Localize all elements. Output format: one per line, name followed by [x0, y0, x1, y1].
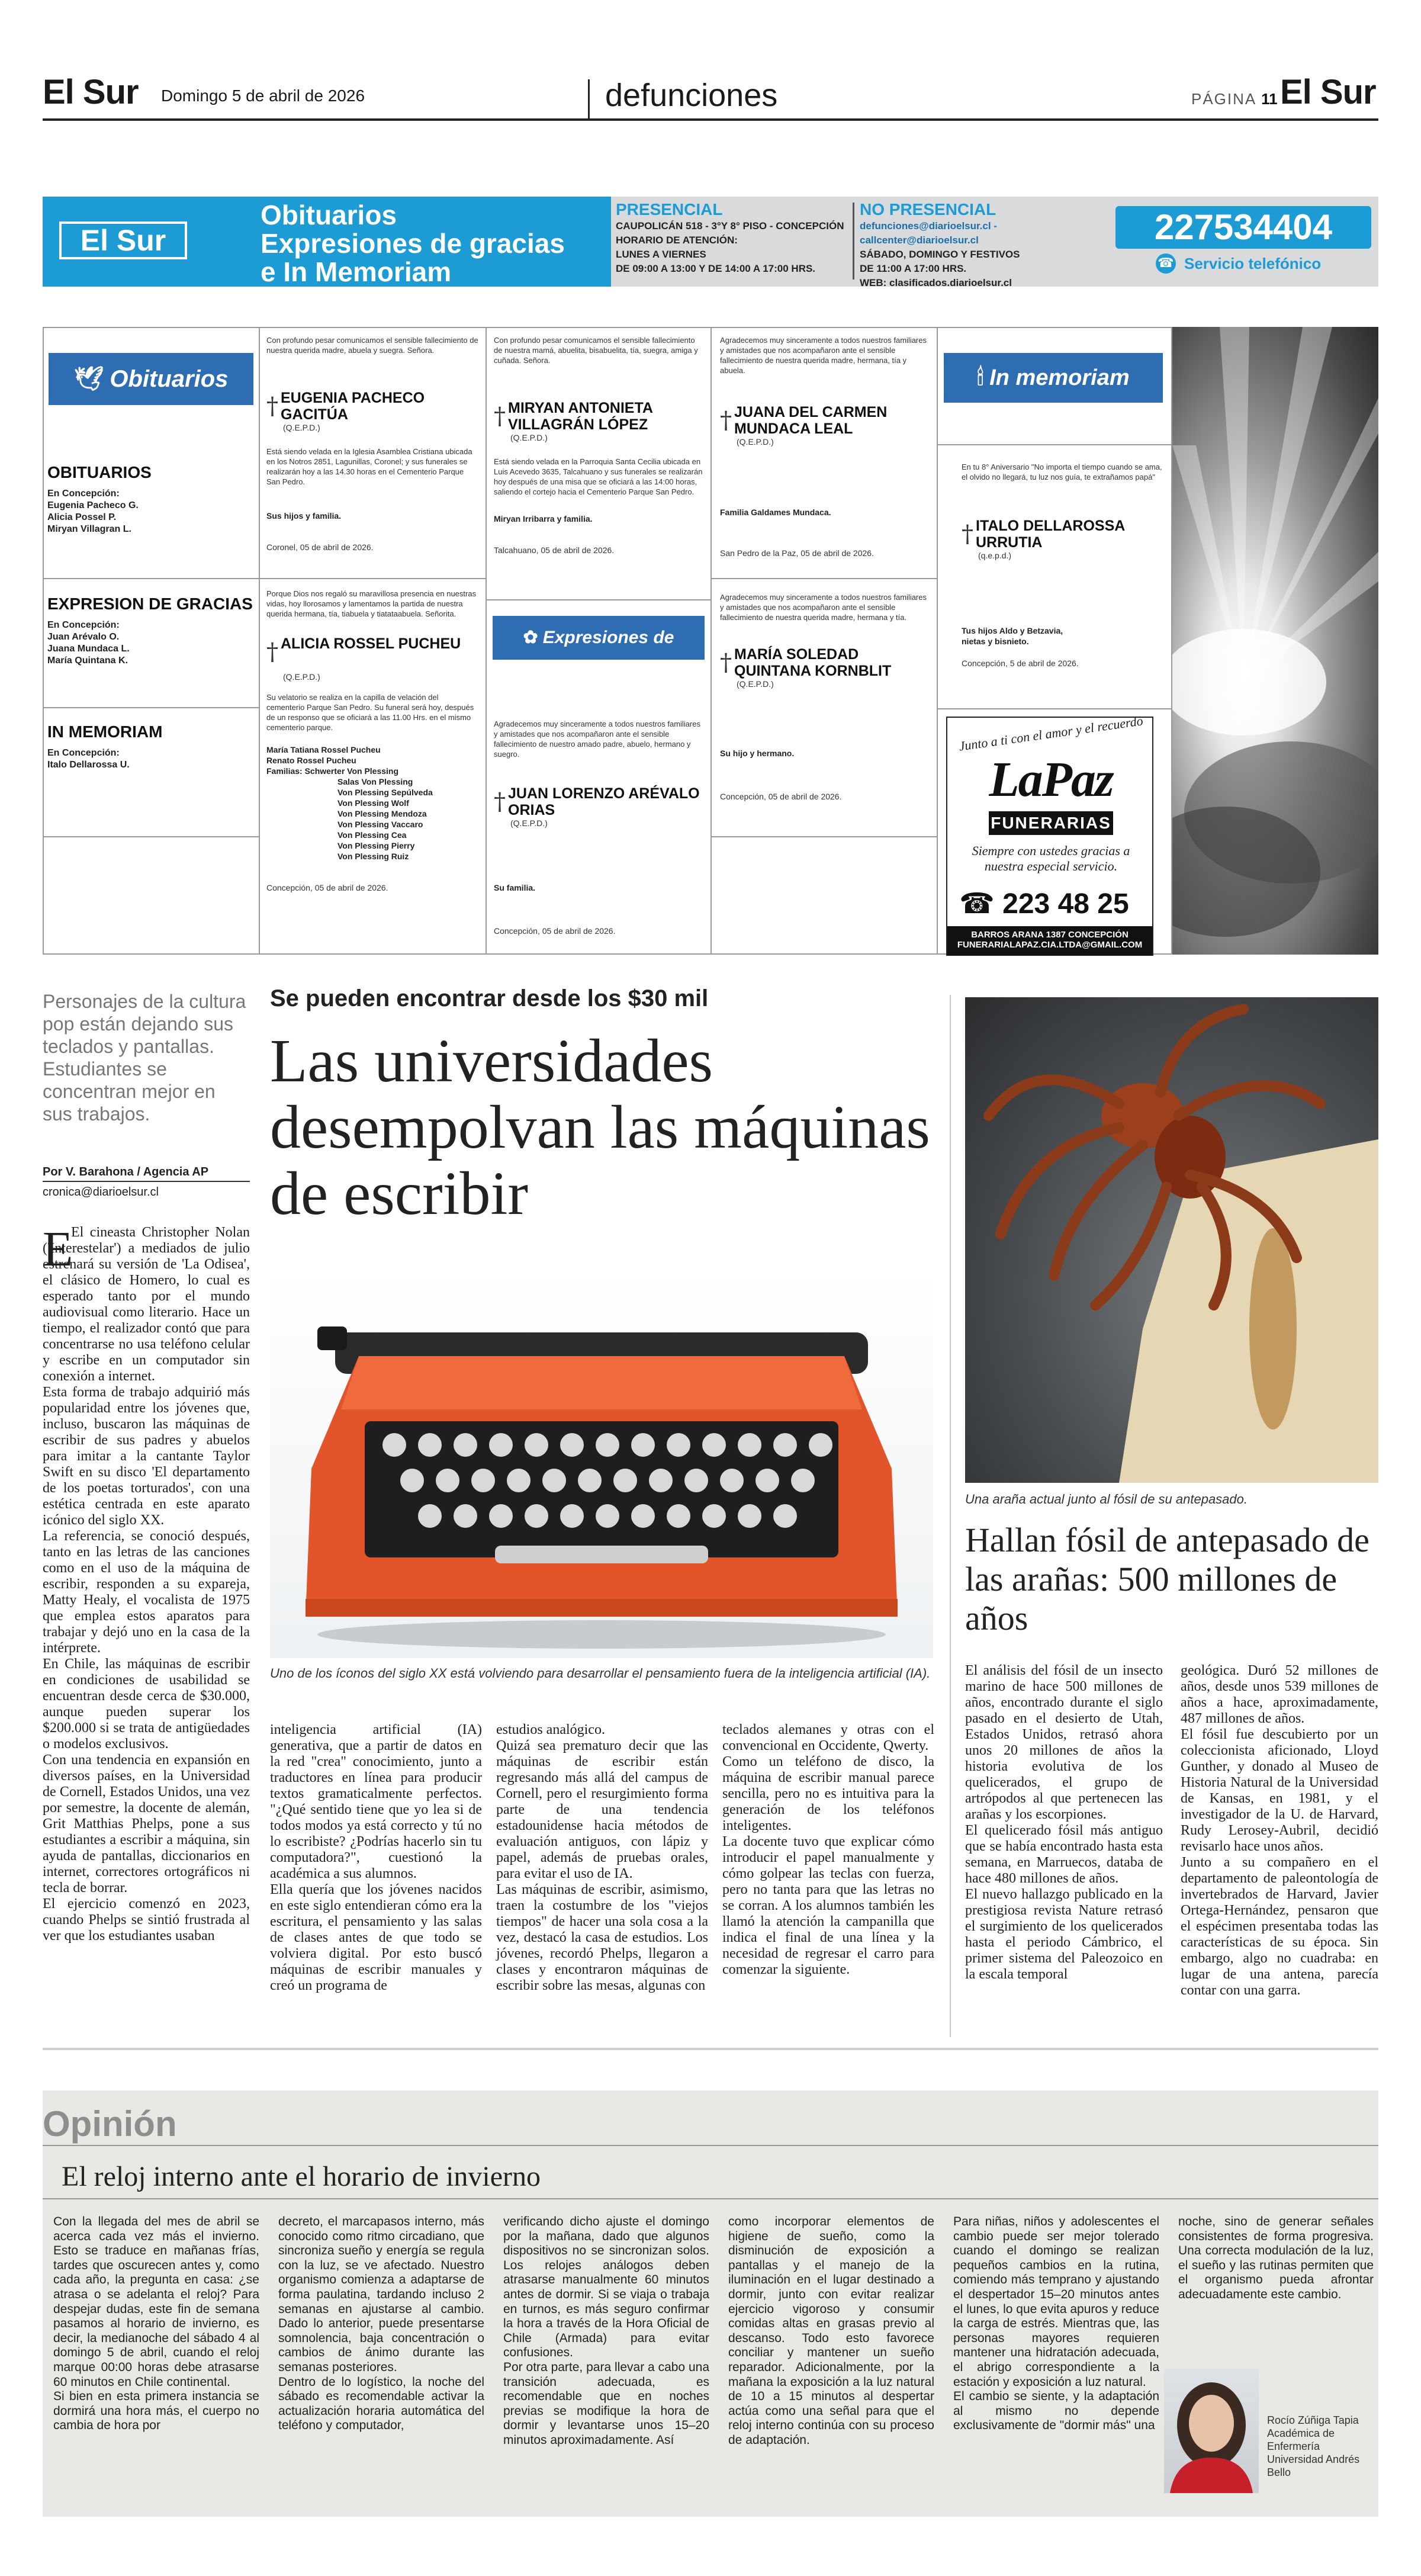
- notice-date: Concepción, 05 de abril de 2026.: [720, 792, 842, 801]
- dove-icon: 🕊: [73, 366, 104, 392]
- lapaz-brand: LaPaz: [989, 752, 1113, 807]
- presencial-line: LUNES A VIERNES: [616, 249, 706, 260]
- index-line: Juan Arévalo O.: [47, 632, 120, 642]
- notice-signature: Su hijo y hermano.: [720, 749, 795, 758]
- notice-signature: Tus hijos Aldo y Betzavia,: [962, 626, 1063, 635]
- section-title: defunciones: [605, 78, 778, 113]
- notice-juan: [494, 719, 705, 936]
- presencial-line: HORARIO DE ATENCIÓN:: [616, 235, 738, 246]
- no-presencial-line: DE 11:00 A 17:00 HRS.: [860, 263, 967, 274]
- notice-alicia: [266, 589, 478, 892]
- grid-divider: [938, 444, 1172, 445]
- author-credit: [1267, 2414, 1380, 2479]
- notice-body: Su velatorio se realiza en la capilla de velación del cementerio Parque San Pedro. Su funeral será hoy, después de un responso que se oficiará a las 11.00 Hrs. en el mismo cementerio parque.: [266, 693, 474, 732]
- no-presencial-line: SÁBADO, DOMINGO Y FESTIVOS: [860, 249, 1020, 260]
- article-column-2: inteligencia artificial (IA) generativa, que a partir de datos en la red "crea" conocimiento, junto a traductores en línea para producir textos gramaticalmente perfectos. "¿Qué sentido tiene que yo lea si de todos modos ya está correcto y tú no lo escribiste? ¿Podrías hacerlo sin tu computadora?", cuestionó la académica a sus alumnos. Ella quería que los jóvenes nacidos en este siglo entendieran cómo era la escritura, el pensamiento y las salas de clases antes de que todo se volviera digital. Por esto buscó máquinas de escribir manuales y creó un programa de: [270, 1722, 482, 1993]
- masthead-brand-left: El Sur: [43, 73, 139, 111]
- notice-rip: (q.e.p.d.): [978, 551, 1012, 560]
- author-portrait: [1164, 2369, 1259, 2493]
- lapaz-phone-number: 223 48 25: [1002, 888, 1129, 920]
- author-affiliation: Bello: [1267, 2466, 1291, 2478]
- article-headline: Las universidades desempolvan las máquinas de escribir: [270, 1027, 930, 1228]
- notice-name: MIRYAN ANTONIETA VILLAGRÁN LÓPEZ: [508, 400, 652, 433]
- notice-maria: [720, 592, 930, 801]
- opinion-column-3: verificando dicho ajuste el domingo por la mañana, dado que algunos dispositivos no se sincronizan solos. Los relojes análogos deben atrasarse manualmente 60 minutos antes de dormir. Si se viaja o trabaja en turnos, es más seguro confirmar la hora a través de la Hora Oficial de Chile (Armada) para evitar confusiones. Por otra parte, para llevar a cabo una transición adecuada, es recomendable que en noches previas se modifique la hora de dormir y levantarse unos 15–20 minutos aproximadamente. Así: [503, 2215, 709, 2447]
- article-photo-caption: Uno de los íconos del siglo XX está volviendo para desarrollar el pensamiento fuera de la inteligencia artificial (IA).: [270, 1666, 931, 1681]
- notice-signature: Renato Rossel Pucheu: [266, 756, 356, 765]
- obituary-service-banner: [43, 197, 1378, 287]
- notice-intro: Agradecemos muy sinceramente a todos nuestros familiares y amistades que nos acompañaron ante el sensible fallecimiento de nuestra querida madre, hermana, tía y abuela.: [720, 336, 927, 375]
- expresiones-badge-label: Expresiones de gracias: [542, 628, 674, 691]
- banner-title-line-3: e In Memoriam: [261, 256, 452, 287]
- opinion-headline: El reloj interno ante el horario de invierno: [62, 2161, 541, 2192]
- opinion-headline-rule: [43, 2198, 1378, 2199]
- presencial-heading: PRESENCIAL: [616, 200, 723, 219]
- cross-icon: †: [720, 407, 732, 434]
- notice-rip: (Q.E.P.D.): [737, 437, 774, 447]
- lapaz-funeral-ad[interactable]: [946, 713, 1153, 956]
- lapaz-tagline-top: Junto a ti con el amor y el recuerdo: [957, 713, 1144, 754]
- grid-divider: [43, 836, 259, 837]
- notice-name: JUAN LORENZO ARÉVALO ORIAS: [508, 785, 700, 818]
- notice-juana: [720, 335, 930, 558]
- notice-rip: (Q.E.P.D.): [510, 433, 548, 442]
- notice-date: Concepción, 05 de abril de 2026.: [494, 926, 616, 936]
- grid-divider: [43, 578, 259, 579]
- index-line: En Concepción:: [47, 489, 120, 499]
- lapaz-email[interactable]: FUNERARIALAPAZ.CIA.LTDA@GMAIL.COM: [957, 940, 1143, 950]
- opinion-rule: [43, 2048, 1378, 2050]
- notice-signature: Familia Galdames Mundaca.: [720, 508, 831, 517]
- page-number: 11: [1261, 90, 1278, 108]
- index-obituarios: [47, 463, 255, 535]
- article-column-3: estudios analógico. Quizá sea prematuro decir que las máquinas de escribir están regresando más allá del campus de Cornell, pero el resurgimiento forma parte de una tendencia estadounidense hacia métodos de evaluación antiguos, con lápiz y papel, además de pruebas orales, para evitar el uso de IA. Las máquinas de escribir, asimismo, traen la costumbre de los "viejos tiempos" de hacer una sola cosa a la vez, destacó la casa de estudios. Los jóvenes, recordó Phelps, llegaron a clases y encontraron máquinas de escribir sobre las mesas, algunas con: [496, 1722, 708, 1993]
- notice-name: EUGENIA PACHECO GACITÚA: [281, 390, 425, 423]
- opinion-section-title: Opinión: [43, 2104, 177, 2144]
- notice-rip: (Q.E.P.D.): [283, 672, 320, 682]
- notice-signature: Sus hijos y familia.: [266, 511, 342, 521]
- header-rule: [43, 118, 1378, 121]
- fossil-photo-caption: Una araña actual junto al fósil de su antepasado.: [965, 1492, 1248, 1507]
- notice-date: Talcahuano, 05 de abril de 2026.: [494, 545, 615, 555]
- notice-signature: Von Plessing Ruiz: [337, 852, 409, 861]
- opinion-title-rule: [43, 2145, 1378, 2146]
- spider-fossil-illustration: [965, 997, 1378, 1483]
- fossil-column-2: geológica. Duró 52 millones de años, desde unos 539 millones de años a hace, aproximadamente, 487 millones de años. El fósil fue descubierto por un coleccionista aficionado, Lloyd Gunther, y donado al Museo de Historia Natural de la Universidad de Kansas, en 1981, y el investigador de la U. de Harvard, Rudy Lerosey-Aubril, decidió revisarlo hace unos años. Junto a su compañero en el departamento de paleontología de invertebrados de Harvard, Javier Ortega-Hernández, pensaron que el espécimen presentaba todas las características de su época. Sin embargo, algo no cuadraba: en lugar de una antena, parecía contar con una garra.: [1181, 1663, 1378, 1998]
- column-rule: [950, 995, 951, 2037]
- grid-divider: [710, 327, 712, 955]
- grid-divider: [259, 327, 260, 955]
- banner-service-label: Servicio telefónico: [1184, 255, 1322, 272]
- index-line: Juana Mundaca L.: [47, 644, 130, 654]
- notice-signature: Von Plessing Cea: [337, 830, 407, 840]
- notice-signatures: [266, 744, 478, 862]
- lapaz-address: BARROS ARANA 1387 CONCEPCIÓN: [971, 930, 1129, 940]
- header-separator: [588, 79, 590, 120]
- presencial-line: CAUPOLICÁN 518 - 3°Y 8° PISO - CONCEPCIÓN: [616, 220, 844, 232]
- edition-date: Domingo 5 de abril de 2026: [161, 86, 365, 105]
- notice-body: Está siendo velada en la Iglesia Asamblea Cristiana ubicada en los Notros 2851, Lagunillas, Coronel; y sus funerales se realizarán hoy a las 14.30 horas en el Cementerio Parque San Pedro.: [266, 447, 472, 486]
- cross-icon: †: [494, 403, 506, 430]
- author-role: Enfermería: [1267, 2440, 1320, 2452]
- article-column-1: [43, 1225, 250, 2030]
- article-email[interactable]: cronica@diarioelsur.cl: [43, 1186, 159, 1199]
- grid-divider: [486, 327, 487, 955]
- banner-logo: El Sur: [59, 221, 187, 259]
- author-name: Rocío Zúñiga Tapia: [1267, 2414, 1359, 2426]
- opinion-column-1: Con la llegada del mes de abril se acerca cada vez más el invierno. Esto se traduce en mañanas frías, tardes que oscurecen antes y, como cada año, la pregunta en casa: ¿se atrasa o se adelanta el reloj? Para despejar dudas, este fin de semana pasamos al horario de invierno, es decir, la medianoche del sábado 4 al domingo 5 de abril, cuando el reloj marque 00:00 horas debe atrasarse 60 minutos en Chile continental. Si bien en esta primera instancia se dormirá una hora más, el cuerpo no cambia de hora por: [53, 2215, 259, 2433]
- banner-blue-panel: [43, 197, 611, 287]
- index-line: Alicia Possel P.: [47, 512, 117, 522]
- notice-miryan: [494, 335, 705, 555]
- article-column-1-text: El cineasta Christopher Nolan ('Interestelar') a mediados de julio estrenará su versión de 'La Odisea', el clásico de Homero, lo cual es esperado tanto por el mundo audiovisual como literario. Hace un tiempo, el realizador contó que para concentrarse no usa teléfono celular y escribe en un computador sin conexión a internet. Esta forma de trabajo adquirió más popularidad entre los jóvenes que, incluso, buscaron las máquinas de escribir de sus padres y abuelos para imitar a la cantante Taylor Swift en su disco 'El departamento de los poetas torturados', con una estética centrada en este aparato icónico del siglo XX. La referencia, se conoció después, tanto en las letras de las canciones como en el uso de la máquina de escribir, responden a su expareja, Matty Healy, el vocalista de 1975 que emplea estos aparatos para trabajar y dejó uno en la casa de la intérprete. En Chile, las máquinas de escribir en condiciones de usabilidad se encuentran desde cerca de $30.000, aunque pueden superar los $200.000 si se trata de antigüedades o modelos exclusivos. Con una tendencia en expansión en diversos países, en la Universidad de Cornell, Estados Unidos, una vez por semestre, la docente de alemán, Grit Matthias Phelps, pone a sus estudiantes a escribir a máquina, sin ayuda de pantallas, diccionarios en internet, correctores ortográficos ni tecla de borrar. El ejercicio comenzó en 2023, cuando Phelps se sintió frustrada al ver que los estudiantes usaban: [43, 1225, 250, 1944]
- notice-eugenia: [266, 335, 478, 552]
- memoriam-badge: [944, 353, 1163, 403]
- author-photo: [1164, 2369, 1259, 2493]
- grid-divider: [712, 578, 937, 579]
- cross-icon: †: [494, 788, 506, 815]
- author-role: Académica de: [1267, 2427, 1335, 2439]
- flower-icon: ✿: [523, 628, 538, 647]
- author-affiliation: Universidad Andrés: [1267, 2453, 1360, 2465]
- article-deck: Personajes de la cultura pop están dejando sus teclados y pantallas. Estudiantes se concentran mejor en sus trabajos.: [43, 991, 246, 1125]
- banner-phone-number[interactable]: 227534404: [1115, 206, 1371, 249]
- article-kicker: Se pueden encontrar desde los $30 mil: [270, 985, 709, 1011]
- lapaz-subbrand: FUNERARIAS: [989, 811, 1113, 835]
- notice-intro: Agradecemos muy sinceramente a todos nuestros familiares y amistades que nos acompañaron ante el sensible fallecimiento de nuestra querida madre, hermana y tía.: [720, 593, 927, 622]
- index-line: En Concepción:: [47, 620, 120, 630]
- fossil-photo: [965, 997, 1378, 1483]
- notice-intro: En tu 8° Aniversario "No importa el tiempo cuando se ama, el olvido no llegará, tu luz nos guía, te extrañamos papá": [962, 462, 1162, 481]
- index-memoriam: [47, 722, 255, 771]
- notice-signature: Von Plessing Mendoza: [337, 809, 427, 818]
- sky-photo: [1172, 327, 1378, 955]
- phone-icon: ☎: [959, 887, 995, 920]
- no-presencial-web[interactable]: WEB: clasificados.diarioelsur.cl: [860, 277, 1012, 288]
- notice-name: ITALO DELLAROSSA URRUTIA: [976, 518, 1125, 551]
- lapaz-phone[interactable]: [959, 887, 1149, 920]
- notice-signature: Familias: Schwerter Von Plessing: [266, 766, 399, 776]
- candle-icon: 🕯: [977, 365, 984, 390]
- notice-intro: Con profundo pesar comunicamos el sensible fallecimiento de nuestra querida madre, abuela y suegra. Señora.: [266, 336, 478, 355]
- cross-icon: †: [962, 521, 973, 548]
- article-byline: Por V. Barahona / Agencia AP: [43, 1165, 209, 1178]
- notice-italo: [962, 462, 1163, 668]
- grid-divider: [937, 327, 938, 955]
- grid-divider: [938, 708, 1172, 709]
- byline-rule: [43, 1181, 250, 1182]
- no-presencial-info: [860, 200, 1114, 290]
- notice-signature: Von Plessing Wolf: [337, 798, 409, 808]
- index-line: María Quintana K.: [47, 656, 128, 666]
- article-column-4: teclados alemanes y otras con el convencional en Occidente, Qwerty. Como un teléfono de disco, la máquina de escribir manual parece sencilla, pero no es intuitiva para la generación de los teléfonos inteligentes. La docente tuvo que explicar cómo introducir el papel manualmente y cómo golpear las teclas con fuerza, pero no tanta para que las letras no se corran. A los alumnos también les llamó la atención la campanilla que indica el final de una línea y la necesidad de regresar el carro para comenzar la siguiente.: [722, 1722, 934, 1977]
- cross-icon: †: [266, 393, 278, 420]
- typewriter-illustration: [270, 1267, 933, 1658]
- phone-icon: ☎: [1156, 253, 1176, 274]
- notice-signature: Von Plessing Vaccaro: [337, 820, 423, 829]
- notice-rip: (Q.E.P.D.): [510, 818, 548, 828]
- grid-divider: [43, 707, 259, 708]
- fossil-headline: Hallan fósil de antepasado de las arañas: 500 millones de años: [965, 1521, 1369, 1637]
- expresiones-badge: [493, 616, 705, 691]
- cross-icon: †: [720, 649, 732, 676]
- index-expresion: [47, 595, 255, 667]
- opinion-column-6: noche, sino de generar señales consistentes de forma progresiva. Una correcta modulación de la luz, el sueño y las rutinas permiten que el organismo pueda afrontar adecuadamente este cambio.: [1178, 2215, 1374, 2301]
- index-line: Miryan Villagran L.: [47, 524, 131, 534]
- notice-date: Concepción, 5 de abril de 2026.: [962, 659, 1079, 668]
- no-presencial-heading: NO PRESENCIAL: [860, 200, 996, 219]
- cross-icon: †: [266, 638, 278, 666]
- notice-date: San Pedro de la Paz, 05 de abril de 2026.: [720, 548, 874, 558]
- notice-signature: María Tatiana Rossel Pucheu: [266, 745, 381, 754]
- sun-rays-graphic: [1172, 327, 1378, 955]
- index-heading: IN MEMORIAM: [47, 722, 163, 741]
- no-presencial-email[interactable]: defunciones@diarioelsur.cl - callcenter@diarioelsur.cl: [860, 220, 997, 246]
- presencial-info: [616, 200, 853, 276]
- notice-signature: Miryan Irribarra y familia.: [494, 514, 593, 523]
- opinion-column-2: decreto, el marcapasos interno, más conocido como ritmo circadiano, que sincroniza sueño y energía se regula con la luz, se ve afectado. Nuestro organismo comienza a adaptarse de forma paulatina, tardando incluso 2 semanas en ajustarse al cambio. Dado lo anterior, puede presentarse somnolencia, baja concentración o cambios de ánimo durante las semanas posteriores. Dentro de lo logístico, la noche del sábado es recomendable activar la actualización horaria automática del teléfono y computador,: [278, 2215, 484, 2433]
- page-label-text: PÁGINA: [1191, 90, 1256, 108]
- page-label: [1191, 90, 1278, 108]
- grid-divider: [712, 836, 937, 837]
- memoriam-badge-label: In memoriam: [989, 365, 1130, 390]
- banner-divider: [853, 203, 854, 280]
- notice-signature: Salas Von Plessing: [337, 777, 413, 786]
- grid-divider: [259, 578, 487, 579]
- notice-intro: Agradecemos muy sinceramente a todos nuestros familiares y amistades que nos acompañaron ante el sensible fallecimiento de nuestro amado padre, abuelo, hermano y suegro.: [494, 720, 700, 759]
- fossil-column-1: El análisis del fósil de un insecto marino de hace 500 millones de años, encontrado durante el siglo pasado en el desierto de Utah, Estados Unidos, retrasó ahora unos 20 millones de años la historia evolutiva de los quelicerados, el grupo de artrópodos al que pertenecen las arañas y los escorpiones. El quelicerado fósil más antiguo que se había encontrado hasta esta semana, en Marruecos, databa de hace 480 millones de años. El nuevo hallazgo publicado en la prestigiosa revista Nature retrasó el surgimiento de los quelicerados hasta el periodo Cámbrico, el primer sistema del Paleozoico en la escala temporal: [965, 1663, 1163, 1982]
- typewriter-photo: [270, 1267, 933, 1658]
- notice-name: JUANA DEL CARMEN MUNDACA LEAL: [734, 404, 888, 437]
- notice-date: Concepción, 05 de abril de 2026.: [266, 883, 388, 892]
- notice-body: Está siendo velada en la Parroquia Santa Cecilia ubicada en Luis Acevedo 3635, Talcahuano y sus funerales se realizarán hoy después de una misa que se oficiará a las 14:00 horas, saliendo el cortejo hacia el Cementerio Parque San Pedro.: [494, 457, 703, 496]
- notice-rip: (Q.E.P.D.): [737, 679, 774, 689]
- notice-signature: Su familia.: [494, 883, 536, 892]
- index-heading: EXPRESION DE GRACIAS: [47, 595, 253, 613]
- obituarios-badge-label: Obituarios: [110, 366, 229, 392]
- notice-intro: Porque Dios nos regaló su maravillosa presencia en nuestras vidas, hoy llorosamos y lamentamos la partida de nuestra querida hermana, tía, tiabuela y tiatataabuela. Señorita.: [266, 589, 477, 618]
- banner-title-line-1: Obituarios: [261, 200, 397, 230]
- notice-rip: (Q.E.P.D.): [283, 423, 320, 432]
- notice-signature: Von Plessing Pierry: [337, 841, 415, 850]
- obituarios-badge: [49, 353, 253, 405]
- index-heading: OBITUARIOS: [47, 463, 152, 481]
- banner-title-line-2: Expresiones de gracias: [261, 228, 565, 259]
- masthead-brand-right: El Sur: [1280, 73, 1376, 111]
- opinion-column-4: como incorporar elementos de higiene de sueño, como la disminución de exposición a pantallas y el manejo de la iluminación en el lugar destinado a dormir, junto con evitar realizar ejercicio vigoroso y consumir comidas altas en grasas previo al descanso. Todo esto favorece conciliar y mantener un sueño reparador. Adicionalmente, por la mañana la exposición a la luz natural de 10 a 15 minutos al despertar actúa como una señal para que el reloj interno continúa con su proceso de adaptación.: [728, 2215, 934, 2447]
- index-line: Eugenia Pacheco G.: [47, 500, 139, 510]
- lapaz-footer: [947, 926, 1152, 956]
- notice-signature: nietas y bisnieto.: [962, 637, 1029, 646]
- opinion-column-5: Para niñas, niños y adolescentes el cambio puede ser mejor tolerado cuando el domingo se realizan pequeños cambios en la rutina, comiendo más temprano y ajustando el despertador 15–20 minutos antes el lunes, lo que evita apuros y reduce la carga de estrés. Mientras que, las personas mayores requieren mantener una hidratación adecuada, el abrigo correspondiente a la estación y exposición a luz natural. El cambio se siente, y la adaptación al mismo no depende exclusivamente de "dormir más" una: [953, 2215, 1159, 2433]
- lapaz-tagline-bottom: Siempre con ustedes gracias a nuestra especial servicio.: [972, 843, 1130, 873]
- grid-divider: [487, 599, 712, 600]
- index-line: Italo Dellarossa U.: [47, 760, 130, 770]
- presencial-line: DE 09:00 A 13:00 Y DE 14:00 A 17:00 HRS.: [616, 263, 816, 274]
- drop-cap: E: [43, 1225, 73, 1277]
- index-line: En Concepción:: [47, 748, 120, 758]
- notice-name: MARÍA SOLEDAD QUINTANA KORNBLIT: [734, 646, 892, 679]
- notice-name: ALICIA ROSSEL PUCHEU: [281, 635, 461, 652]
- notice-date: Coronel, 05 de abril de 2026.: [266, 542, 374, 552]
- notice-signature: Von Plessing Sepúlveda: [337, 788, 433, 797]
- notice-intro: Con profundo pesar comunicamos el sensible fallecimiento de nuestra mamá, abuelita, bisabuelita, tía, suegra, amiga y cuñada. Señora.: [494, 336, 698, 365]
